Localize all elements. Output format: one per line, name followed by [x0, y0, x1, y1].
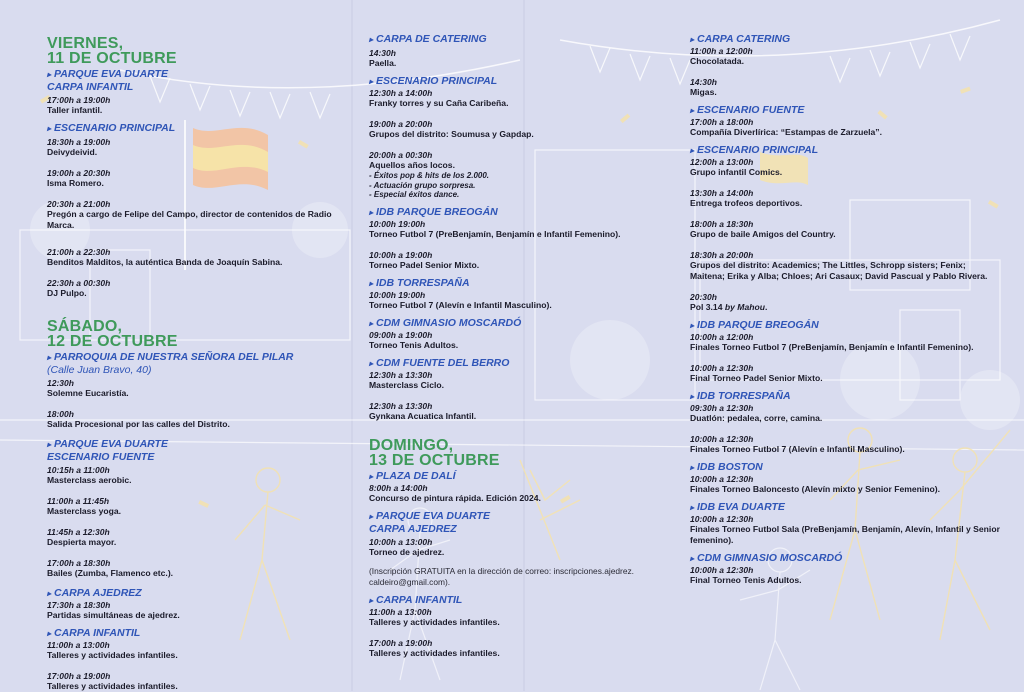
venue-label: IDB TORRESPAÑA: [376, 276, 470, 289]
venue-heading: [690, 390, 1010, 403]
venue-label: ESCENARIO PRINCIPAL: [376, 75, 498, 87]
triangle-icon: ▸: [369, 358, 374, 368]
venue-subheading: ESCENARIO FUENTE: [47, 451, 155, 463]
day-heading-saturday: [47, 319, 367, 349]
venue-address: (Calle Juan Bravo, 40): [47, 364, 152, 376]
day-heading-line: VIERNES,: [47, 35, 124, 52]
venue-heading: [690, 144, 1010, 157]
triangle-icon: ▸: [47, 629, 52, 638]
event-time: 12:30h a 14:00h: [369, 88, 433, 98]
venue-label: IDB BOSTON: [697, 461, 763, 473]
venue-label: CARPA AJEDREZ: [54, 587, 142, 599]
venue-heading: [690, 552, 1010, 565]
event-time: 11:00h a 13:00h: [47, 640, 110, 650]
event-description: Final Torneo Tenis Adultos.: [690, 575, 802, 585]
day-heading-friday: [47, 36, 367, 66]
triangle-icon: ▸: [690, 106, 695, 115]
venue-label: CARPA CATERING: [697, 33, 791, 45]
event-description: Paella.: [369, 58, 397, 68]
event-time: 11:45h a 12:30h: [47, 527, 110, 537]
event-time: 14:30h: [369, 48, 396, 58]
day-heading-line: 11 DE OCTUBRE: [47, 50, 177, 67]
venue-label: PARQUE EVA DUARTE: [54, 68, 168, 80]
venue-heading: [690, 319, 1010, 332]
event-time: 09:00h a 19:00h: [369, 329, 433, 340]
event-time: 19:00h a 20:30h: [47, 168, 111, 178]
event-description: Masterclass yoga.: [47, 506, 122, 516]
event-description: Torneo Futbol 7 (PreBenjamín, Benjamín e Infantil Femenino).: [369, 228, 621, 239]
event-time: 12:00h a 13:00h: [690, 157, 754, 167]
triangle-icon: ▸: [369, 35, 374, 44]
event-description: Entrega trofeos deportivos.: [690, 198, 803, 208]
venue-label: ESCENARIO PRINCIPAL: [697, 144, 819, 156]
venue-heading: [369, 277, 669, 290]
triangle-icon: ▸: [690, 146, 695, 155]
triangle-icon: ▸: [690, 321, 695, 330]
event-description: Grupos del distrito: Soumusa y Gapdap.: [369, 129, 534, 139]
event-description: Isma Romero.: [47, 178, 104, 188]
event-description: Torneo Futbol 7 (Alevín e Infantil Masculino).: [369, 299, 552, 310]
venue-label: CARPA INFANTIL: [54, 627, 141, 639]
event-description: Deivydeivid.: [47, 147, 98, 157]
event-time: 17:00h a 19:00h: [47, 671, 111, 681]
registration-note: (Inscripción GRATUITA en la dirección de correo: inscripciones.ajedrez. caldeiro@gmail.com).: [369, 565, 635, 587]
event-description: Benditos Malditos, la auténtica Banda de Joaquín Sabina.: [47, 257, 283, 267]
venue-heading: [47, 438, 367, 451]
venue-subheading: CARPA INFANTIL: [47, 81, 134, 93]
day-heading-line: 12 DE OCTUBRE: [47, 333, 178, 350]
venue-heading: [369, 470, 669, 483]
event-description: Taller infantil.: [47, 105, 103, 115]
event-description: Compañía Diverlírica: “Estampas de Zarzuela”.: [690, 127, 882, 137]
venue-heading: [690, 104, 1010, 117]
event-time: 10:00h a 12:30h: [690, 565, 754, 575]
venue-heading: [47, 587, 367, 600]
venue-heading: [369, 33, 669, 46]
event-time: 10:00h a 19:00h: [369, 249, 433, 260]
event-time: 11:00h a 12:00h: [690, 46, 753, 56]
triangle-icon: ▸: [369, 318, 374, 328]
column-friday-saturday: [47, 36, 367, 692]
event-description: Grupos del distrito: Academics; The Littles, Schropp sisters; Fenix; Maitena; Erika y Alba; Chloes; Ari Casaux; David Pascual y Pablo Rivera.: [690, 260, 988, 281]
event-description-part: Pol 3.14: [690, 302, 725, 312]
triangle-icon: ▸: [47, 589, 52, 598]
triangle-icon: ▸: [690, 554, 695, 563]
venue-label: ESCENARIO PRINCIPAL: [54, 122, 176, 134]
column-saturday-sunday: [369, 33, 669, 659]
venue-label: PARROQUIA DE NUESTRA SEÑORA DEL PILAR: [54, 351, 294, 363]
event-description: Talleres y actividades infantiles.: [369, 616, 500, 627]
event-time: 18:00h: [47, 409, 74, 419]
venue-label: IDB PARQUE BREOGÁN: [697, 319, 819, 331]
event-description: Gynkana Acuatica Infantil.: [369, 410, 477, 421]
venue-label: CDM GIMNASIO MOSCARDÓ: [376, 316, 522, 329]
triangle-icon: ▸: [690, 35, 695, 44]
event-description: Solemne Eucaristía.: [47, 388, 129, 398]
triangle-icon: ▸: [690, 503, 695, 512]
event-description: Grupo de baile Amigos del Country.: [690, 229, 836, 239]
event-time: 18:00h a 18:30h: [690, 219, 754, 229]
event-description: Finales Torneo Futbol 7 (Alevín e Infantil Masculino).: [690, 444, 905, 454]
event-time: 10:00h a 13:00h: [369, 536, 433, 547]
venue-heading: [369, 75, 669, 88]
event-time: 12:30h: [47, 378, 74, 388]
day-heading-line: DOMINGO,: [369, 436, 454, 454]
venue-heading: [369, 317, 669, 330]
venue-heading: [369, 510, 669, 523]
event-description: Salida Procesional por las calles del Distrito.: [47, 419, 230, 429]
event-detail: - Éxitos pop & hits de los 2.000.: [369, 171, 490, 180]
event-description: Finales Torneo Baloncesto (Alevín mixto y Senior Femenino).: [690, 484, 941, 494]
triangle-icon: ▸: [690, 392, 695, 401]
event-description: Finales Torneo Futbol 7 (PreBenjamín, Benjamín e Infantil Femenino).: [690, 342, 974, 352]
event-description: Aquellos años locos.: [369, 160, 455, 170]
event-time: 22:30h a 00:30h: [47, 278, 111, 288]
venue-heading: [690, 461, 1010, 474]
event-description: [690, 302, 1010, 313]
venue-heading: [690, 33, 1010, 46]
event-description: Final Torneo Padel Senior Mixto.: [690, 373, 823, 383]
venue-label: ESCENARIO FUENTE: [697, 104, 805, 116]
venue-heading: [47, 351, 367, 364]
event-description: Concurso de pintura rápida. Edición 2024.: [369, 492, 541, 503]
event-description: Finales Torneo Futbol Sala (PreBenjamín, Benjamín, Alevín, Infantil y Senior femenino).: [690, 524, 1000, 545]
column-sunday: [690, 33, 1010, 586]
venue-heading: [47, 68, 367, 81]
event-time: 13:30h a 14:00h: [690, 188, 754, 198]
event-time: 10:15h a 11:00h: [47, 465, 110, 475]
venue-label: CARPA DE CATERING: [376, 33, 487, 45]
triangle-icon: ▸: [47, 70, 52, 79]
venue-heading: [369, 594, 669, 607]
triangle-icon: ▸: [369, 77, 374, 86]
event-time: 17:00h a 19:00h: [369, 637, 433, 648]
day-heading-line: 13 DE OCTUBRE: [369, 451, 500, 469]
event-description: Pregón a cargo de Felipe del Campo, director de contenidos de Radio Marca.: [47, 209, 332, 230]
event-time: 11:00h a 13:00h: [369, 606, 432, 617]
event-description-part: .: [764, 302, 768, 312]
event-description: DJ Pulpo.: [47, 288, 87, 298]
triangle-icon: ▸: [369, 511, 374, 521]
triangle-icon: ▸: [369, 595, 374, 605]
event-time: 21:00h a 22:30h: [47, 247, 111, 257]
event-time: 12:30h a 13:30h: [369, 400, 433, 411]
event-time: 10:00h a 12:30h: [690, 514, 754, 524]
triangle-icon: ▸: [47, 353, 52, 362]
triangle-icon: ▸: [369, 278, 374, 288]
event-time: 12:30h a 13:30h: [369, 369, 433, 380]
event-time: 8:00h a 14:00h: [369, 482, 428, 493]
event-description: Masterclass aerobic.: [47, 475, 132, 485]
event-description: Duatlón: pedalea, corre, camina.: [690, 413, 823, 423]
venue-heading: [369, 206, 669, 219]
event-time: 20:30h: [690, 292, 717, 302]
event-description: Talleres y actividades infantiles.: [47, 681, 178, 691]
venue-subheading: CARPA AJEDREZ: [369, 522, 457, 535]
event-time: 10:00h a 12:30h: [690, 474, 754, 484]
event-time: 18:30h a 19:00h: [47, 137, 111, 147]
venue-label: IDB EVA DUARTE: [697, 501, 785, 513]
event-time: 10:00h a 12:00h: [690, 332, 754, 342]
venue-heading: [47, 627, 367, 640]
event-description: Migas.: [690, 87, 717, 97]
triangle-icon: ▸: [369, 471, 374, 481]
event-description: Partidas simultáneas de ajedrez.: [47, 610, 180, 620]
event-time: 17:00h a 19:00h: [47, 95, 111, 105]
event-time: 20:30h a 21:00h: [47, 199, 111, 209]
venue-heading: [690, 501, 1010, 514]
venue-label: CARPA INFANTIL: [376, 593, 463, 606]
event-time: 17:00h a 18:00h: [690, 117, 754, 127]
event-description: Grupo infantil Comics.: [690, 167, 783, 177]
triangle-icon: ▸: [369, 207, 374, 217]
venue-label: IDB TORRESPAÑA: [697, 390, 791, 402]
event-time: 17:00h a 18:30h: [47, 558, 111, 568]
triangle-icon: ▸: [47, 124, 52, 133]
event-description: Franky torres y su Caña Caribeña.: [369, 98, 509, 108]
day-heading-line: SÁBADO,: [47, 318, 123, 335]
day-heading-sunday: [369, 438, 669, 468]
venue-heading: [369, 357, 669, 370]
venue-label: CDM FUENTE DEL BERRO: [376, 356, 510, 369]
triangle-icon: ▸: [690, 463, 695, 472]
event-description: Torneo de ajedrez.: [369, 546, 445, 557]
event-detail: - Actuación grupo sorpresa.: [369, 180, 476, 190]
event-time: 14:30h: [690, 77, 717, 87]
event-time: 17:30h a 18:30h: [47, 600, 111, 610]
event-description: Bailes (Zumba, Flamenco etc.).: [47, 568, 174, 578]
event-description: Masterclass Ciclo.: [369, 379, 444, 390]
venue-label: IDB PARQUE BREOGÁN: [376, 205, 498, 218]
event-time: 09:30h a 12:30h: [690, 403, 754, 413]
triangle-icon: ▸: [47, 440, 52, 449]
venue-label: PLAZA DE DALÍ: [376, 469, 456, 482]
event-description: Talleres y actividades infantiles.: [47, 650, 178, 660]
event-time: 10:00h 19:00h: [369, 218, 426, 229]
venue-label: PARQUE EVA DUARTE: [376, 509, 490, 522]
event-time: 10:00h a 12:30h: [690, 434, 754, 444]
event-time: 20:00h a 00:30h: [369, 150, 433, 160]
event-time: 11:00h a 11:45h: [47, 496, 110, 506]
event-time: 19:00h a 20:00h: [369, 119, 433, 129]
event-time: 10:00h a 12:30h: [690, 363, 754, 373]
venue-label: CDM GIMNASIO MOSCARDÓ: [697, 552, 843, 564]
venue-label: PARQUE EVA DUARTE: [54, 438, 168, 450]
event-description: Torneo Padel Senior Mixto.: [369, 259, 480, 270]
event-time: 10:00h 19:00h: [369, 289, 426, 300]
event-description: Despierta mayor.: [47, 537, 117, 547]
venue-heading: [47, 122, 367, 135]
event-description-sponsor: by Mahou: [724, 302, 765, 312]
event-detail: - Especial éxitos dance.: [369, 190, 460, 199]
event-description: Chocolatada.: [690, 56, 744, 66]
event-time: 18:30h a 20:00h: [690, 250, 754, 260]
event-description: Torneo Tenis Adultos.: [369, 339, 459, 350]
event-description: Talleres y actividades infantiles.: [369, 647, 500, 658]
